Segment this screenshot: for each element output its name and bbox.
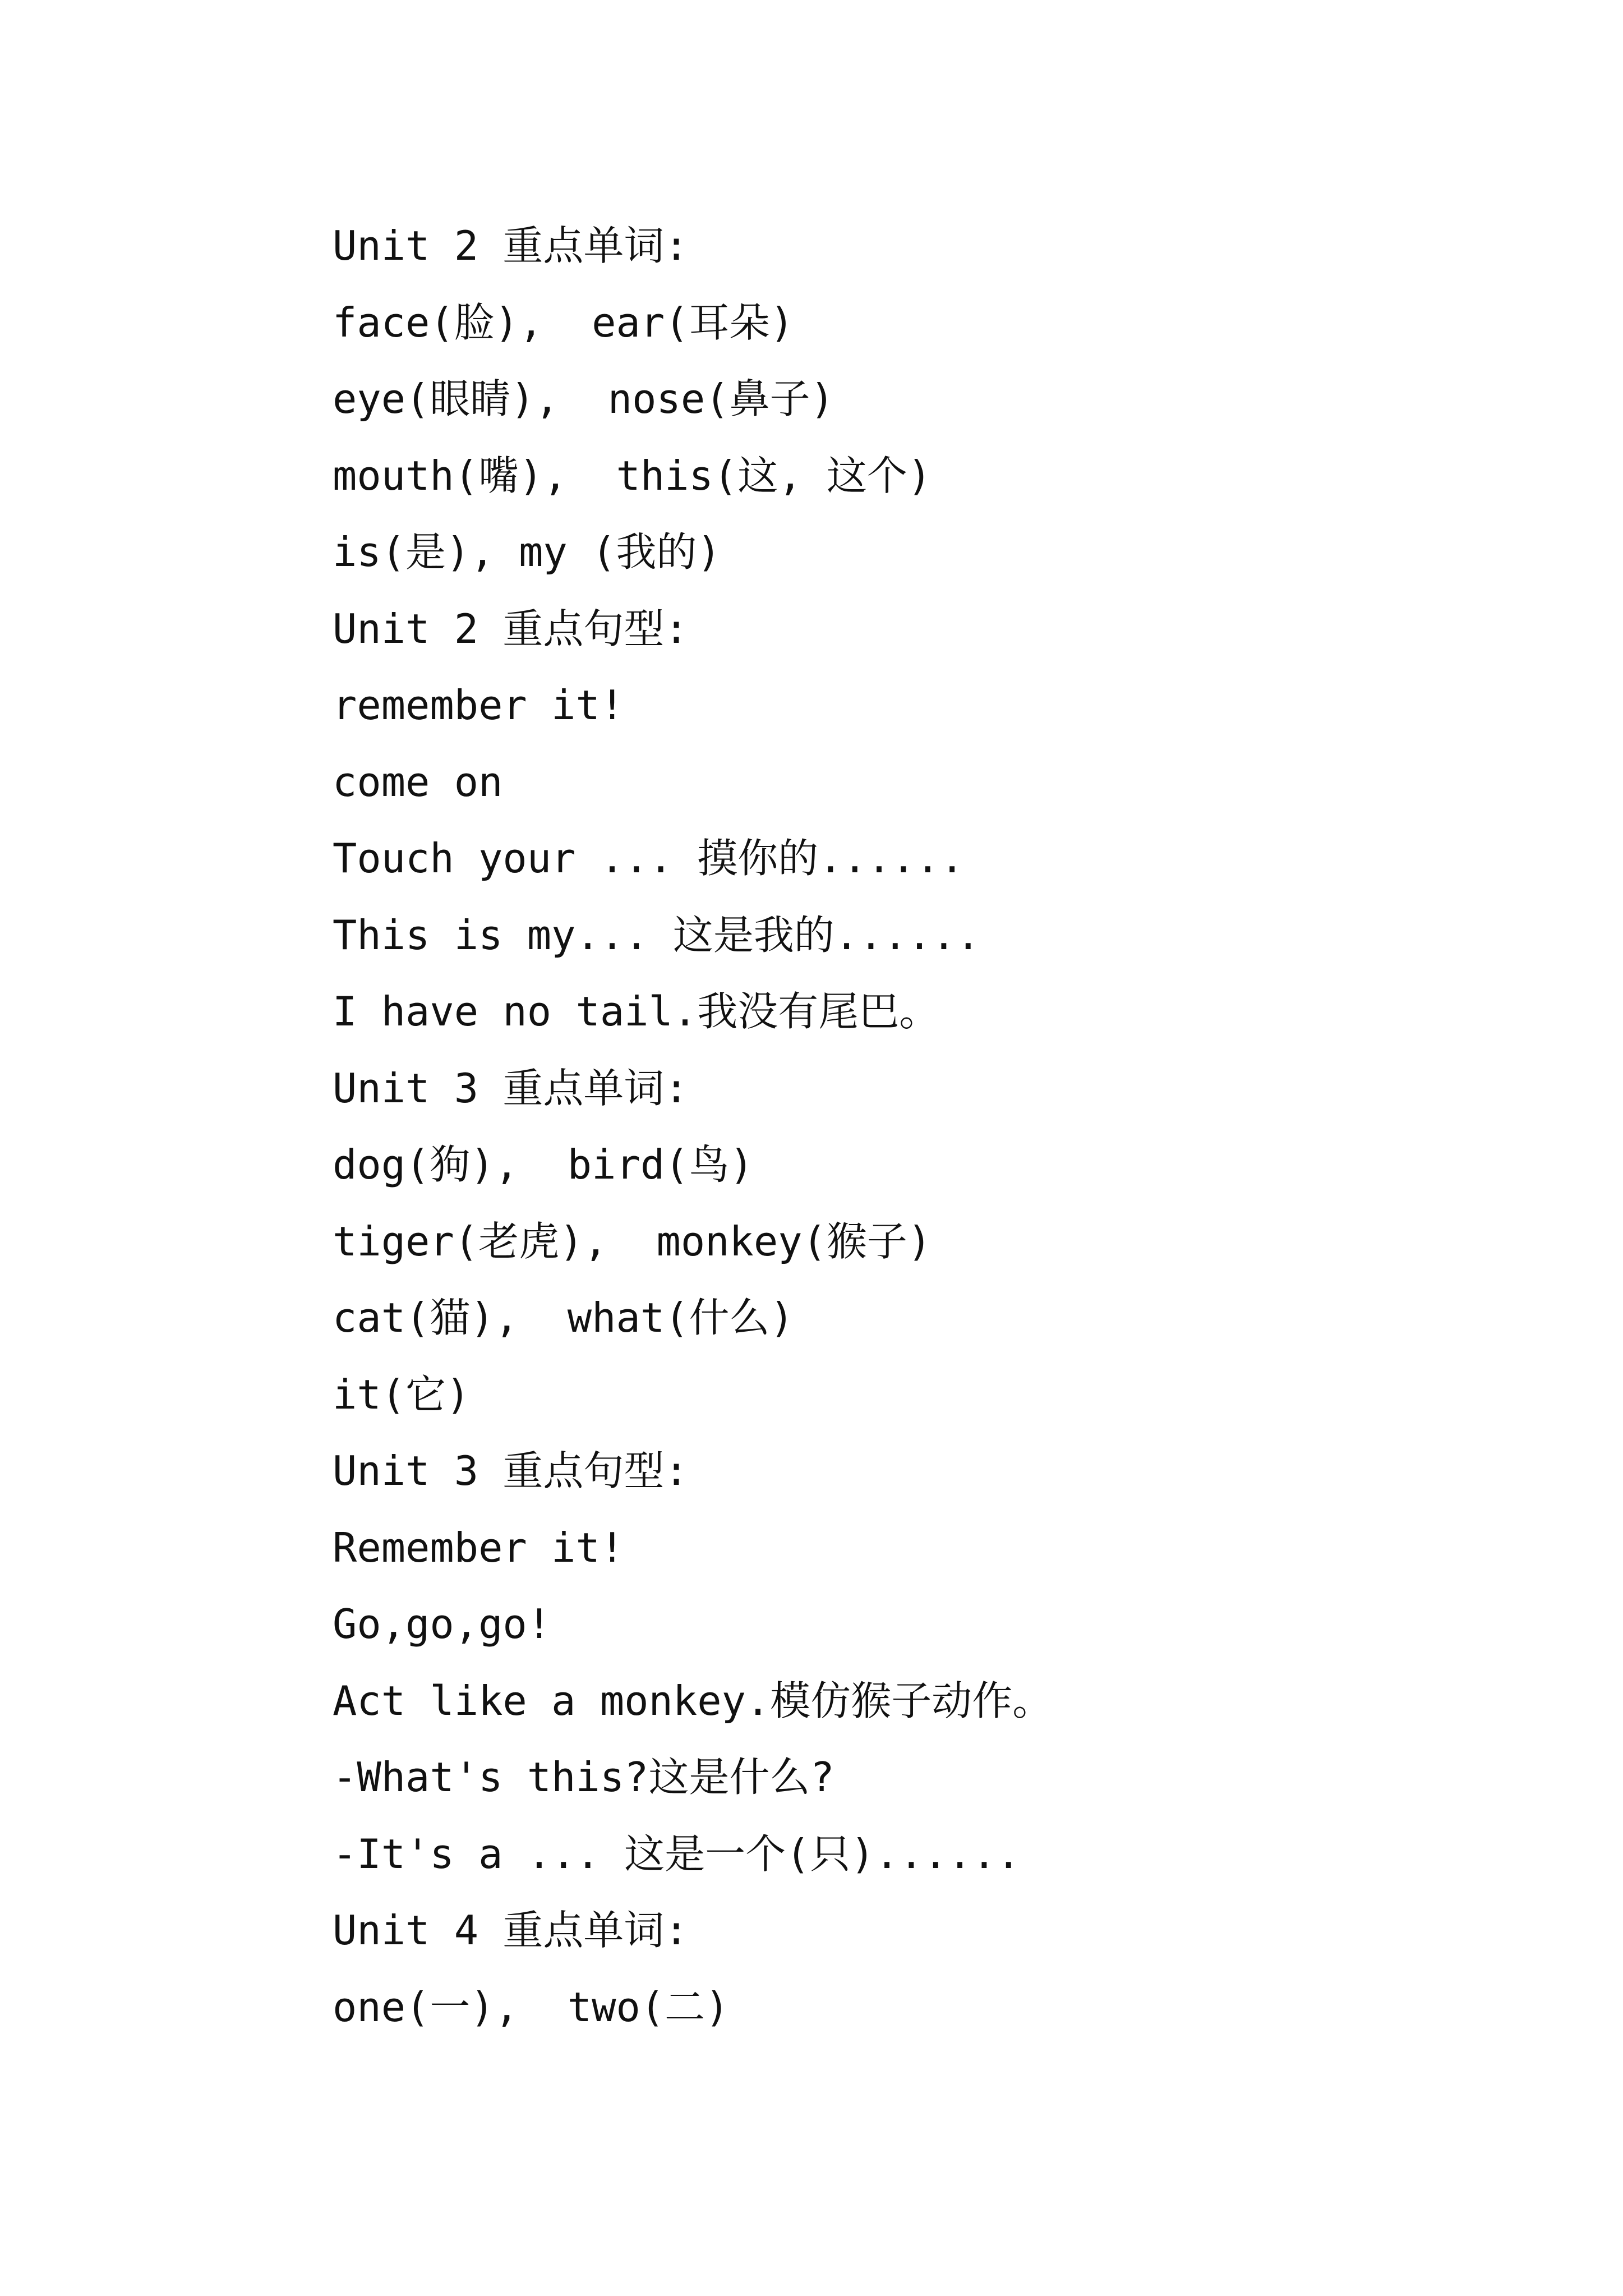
section-heading-unit4-words: Unit 4 重点单词: — [333, 1907, 689, 1954]
vocab-line: is(是), my (我的) — [333, 528, 721, 576]
sentence-line: -What's this?这是什么? — [333, 1754, 834, 1801]
document-body — [333, 208, 1566, 2045]
sentence-line: This is my... 这是我的...... — [333, 911, 980, 959]
vocab-line: tiger(老虎), monkey(猴子) — [333, 1217, 932, 1265]
vocab-line: eye(眼睛), nose(鼻子) — [333, 375, 834, 422]
section-heading-unit2-sentences: Unit 2 重点句型: — [333, 605, 689, 652]
vocab-line: dog(狗), bird(鸟) — [333, 1141, 754, 1188]
vocab-line: face(脸), ear(耳朵) — [333, 298, 794, 346]
vocab-line: mouth(嘴), this(这, 这个) — [333, 452, 932, 499]
vocab-line: cat(猫), what(什么) — [333, 1294, 794, 1341]
sentence-line: I have no tail.我没有尾巴。 — [333, 988, 940, 1035]
sentence-line: come on — [333, 758, 503, 806]
section-heading-unit3-words: Unit 3 重点单词: — [333, 1064, 689, 1112]
vocab-line: one(一), two(二) — [333, 1983, 730, 2031]
section-heading-unit3-sentences: Unit 3 重点句型: — [333, 1447, 689, 1494]
vocab-line: it(它) — [333, 1370, 471, 1418]
sentence-line: Touch your ... 摸你的...... — [333, 835, 965, 882]
sentence-line: Remember it! — [333, 1524, 625, 1571]
sentence-line: Act like a monkey.模仿猴子动作。 — [333, 1677, 1053, 1724]
sentence-line: remember it! — [333, 682, 625, 729]
sentence-line: -It's a ... 这是一个(只)...... — [333, 1830, 1021, 1878]
sentence-line: Go,go,go! — [333, 1600, 552, 1648]
section-heading-unit2-words: Unit 2 重点单词: — [333, 222, 689, 269]
